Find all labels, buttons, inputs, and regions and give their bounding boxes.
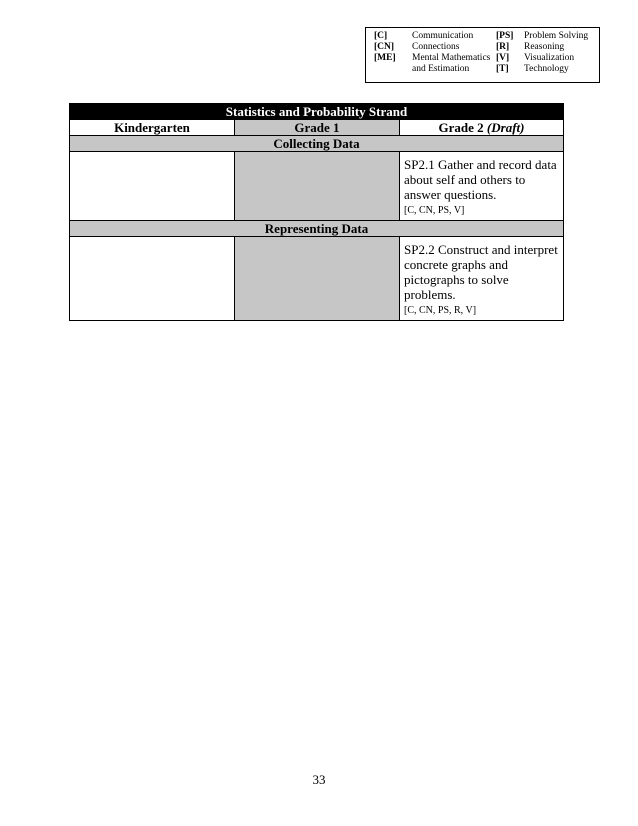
legend-desc: Problem Solving [524,31,589,41]
legend-code: [CN] [374,42,395,52]
legend-code: [T] [496,64,509,74]
draft-note: (Draft) [486,120,525,135]
legend-code: [R] [496,42,510,52]
column-grade-1: Grade 1 [235,120,400,136]
grade-2-outcome-cell [400,237,564,321]
legend-code: [ME] [374,53,396,63]
legend-code: [V] [496,53,510,63]
grade-2-outcome-cell [400,152,564,221]
strand-table [69,103,564,321]
legend-code: [PS] [496,31,514,41]
legend-desc: Mental Mathematics [412,53,491,63]
legend-row [374,31,588,42]
legend-desc: Technology [524,64,569,74]
column-grade-2 [400,120,564,136]
column-grade-2-label: Grade 2 [438,120,484,135]
grade-1-cell [235,152,400,221]
outcome-codes: [C, CN, PS, R, V] [404,305,477,316]
legend-desc: Visualization [524,53,575,63]
kindergarten-cell [70,152,235,221]
column-kindergarten: Kindergarten [70,120,235,136]
grade-header-row [70,120,564,136]
outcome-text: SP2.2 Construct and interpret concrete graphs and pictographs to solve problems. [404,242,558,302]
legend-code: [C] [374,31,388,41]
outcome-text: SP2.1 Gather and record data about self and others to answer questions. [404,157,557,202]
section-heading: Representing Data [70,221,564,237]
legend-desc: Reasoning [524,42,565,52]
page-number: 33 [312,772,326,787]
section-heading-row [70,221,564,237]
legend-desc: Connections [412,42,460,52]
grade-1-cell [235,237,400,321]
kindergarten-cell [70,237,235,321]
legend-row [374,64,588,75]
strand-title-row [70,104,564,120]
section-heading-row [70,136,564,152]
outcome-row [70,152,564,221]
legend-desc: Communication [412,31,474,41]
process-legend [365,27,600,83]
section-heading: Collecting Data [70,136,564,152]
strand-title: Statistics and Probability Strand [70,104,564,120]
outcome-codes: [C, CN, PS, V] [404,205,465,216]
legend-row [374,53,588,64]
legend-code [374,64,412,75]
legend-table [374,31,588,75]
legend-desc: and Estimation [412,64,470,74]
outcome-row [70,237,564,321]
legend-row [374,42,588,53]
